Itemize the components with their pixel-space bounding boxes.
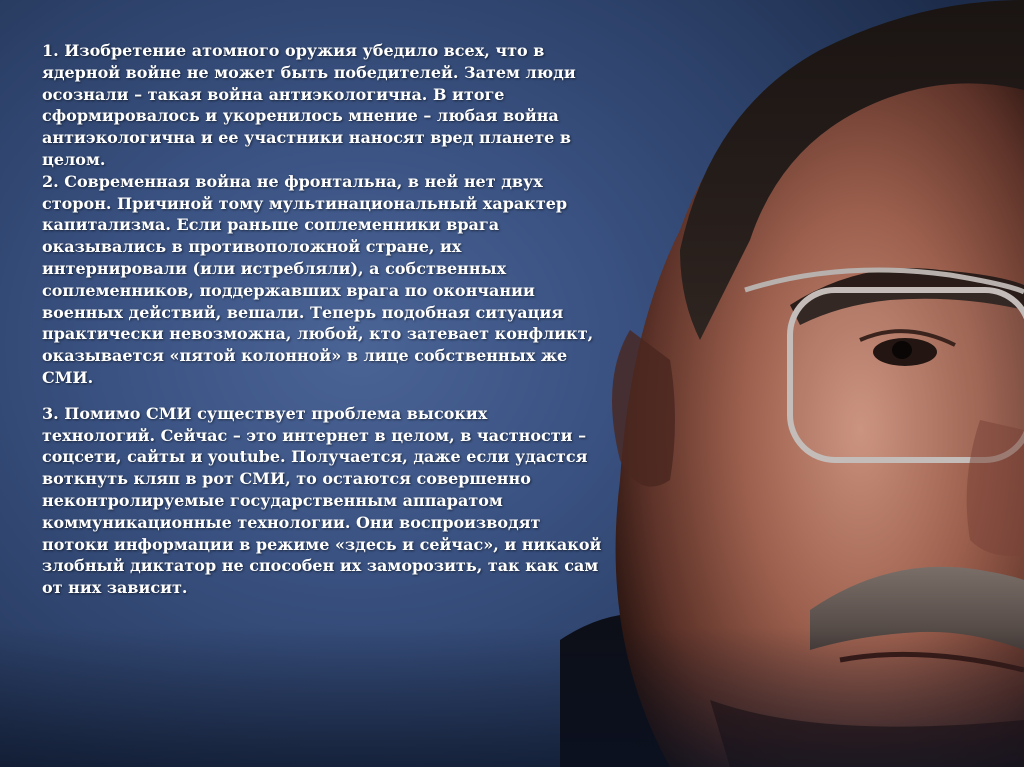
slide-text-block (42, 40, 602, 599)
paragraph-2: 2. Современная война не фронтальна, в ней нет двух сторон. Причиной тому мультинациональный характер капитализма. Если раньше соплеменники врага оказывались в противоположной стране, их интернировали (или истребляли), а собственных соплеменников, поддержавших врага по окончании военных действий, вешали. Теперь подобная ситуация практически невозможна, любой, кто затевает конфликт, оказывается «пятой колонной» в лице собственных же СМИ. (42, 171, 594, 387)
paragraph-3: 3. Помимо СМИ существует проблема высоких технологий. Сейчас – это интернет в целом, в частности – соцсети, сайты и youtube. Получается, даже если удастся воткнуть кляп в рот СМИ, то остаются совершенно неконтролируемые государственным аппаратом коммуникационные технологии. Они воспроизводят потоки информации в режиме «здесь и сейчас», и никакой злобный диктатор не способен их заморозить, так как сам от них зависит. (42, 403, 602, 598)
bottom-shade (0, 627, 1024, 767)
paragraph-1: 1. Изобретение атомного оружия убедило всех, что в ядерной войне не может быть победителей. Затем люди осознали – такая война антиэкологична. В итоге сформировалось и укоренилось мнение – любая война антиэкологична и ее участники наносят вред планете в целом. (42, 41, 576, 169)
